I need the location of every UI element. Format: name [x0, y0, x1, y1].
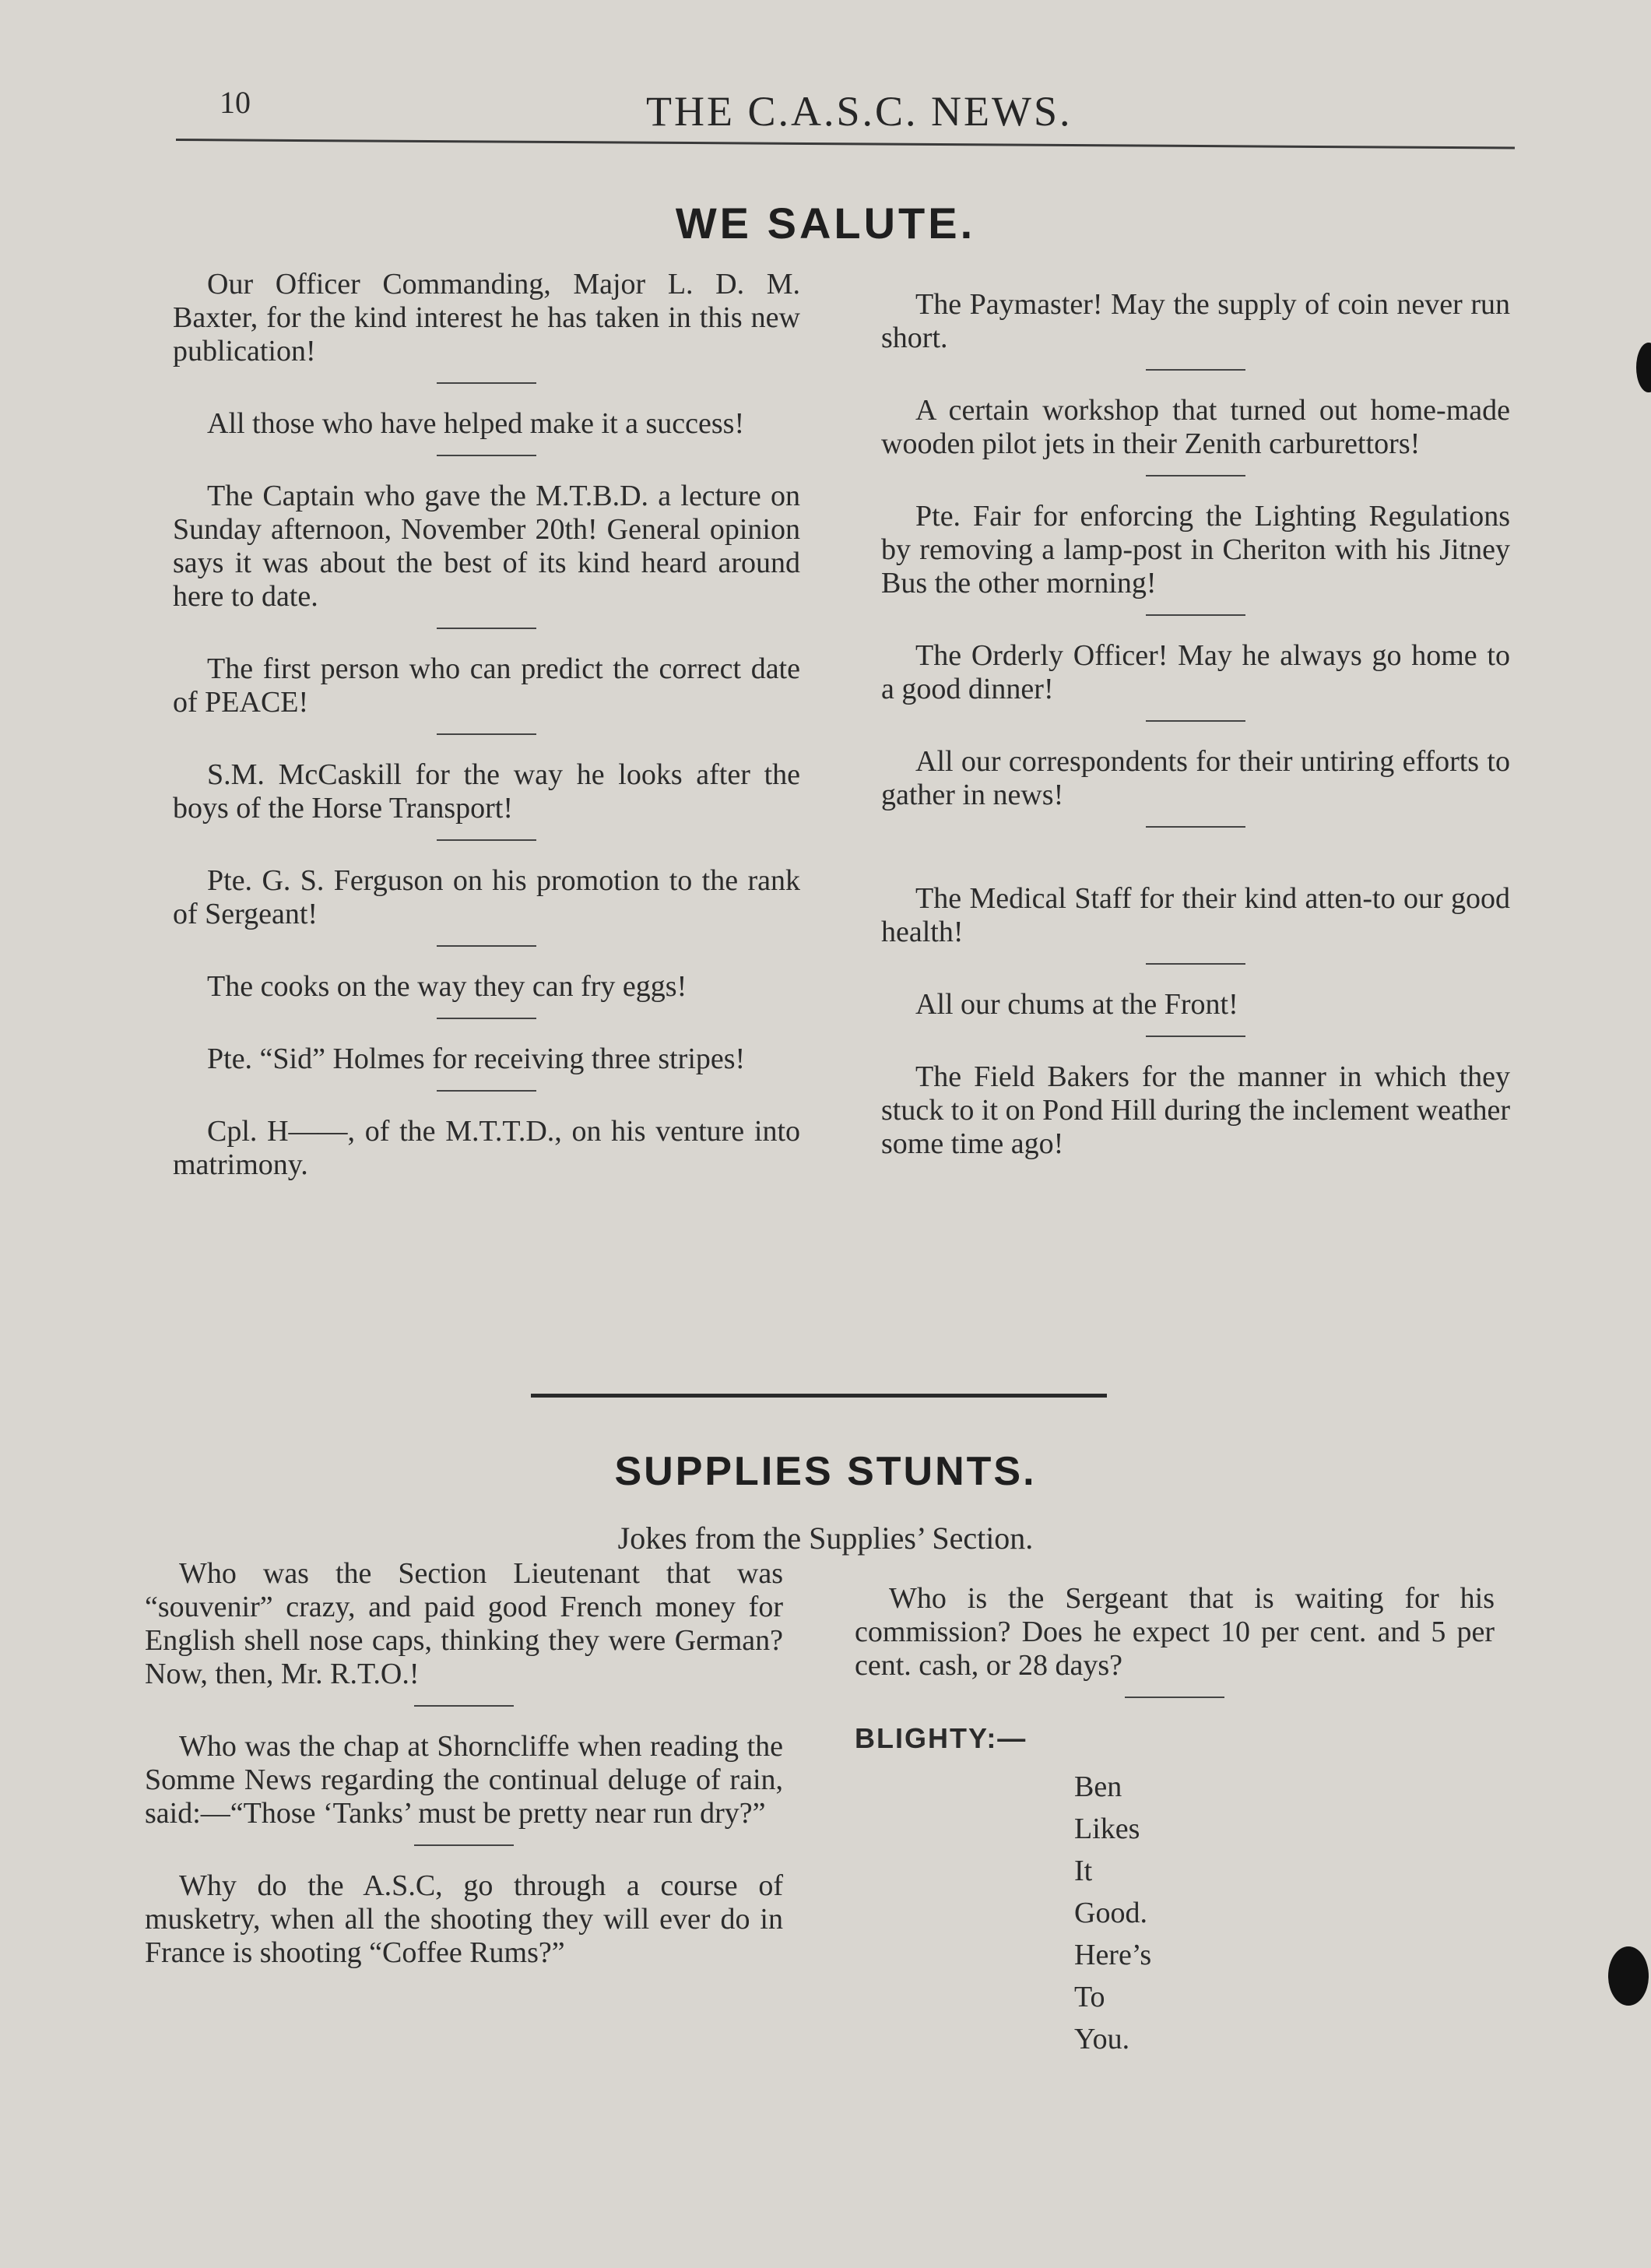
salute-item: Pte. G. S. Ferguson on his promotion to the rank of Sergeant! — [173, 864, 800, 930]
salute-item: A certain workshop that turned out home-made wooden pilot jets in their Zenith carburettors! — [881, 394, 1510, 460]
acrostic-line: Here’s — [1074, 1939, 1152, 1971]
salute-item: All our chums at the Front! — [915, 988, 1238, 1021]
salute-item: The first person who can predict the correct date of PEACE! — [173, 652, 800, 719]
acrostic-line: Likes — [1074, 1813, 1140, 1845]
acrostic-line: You. — [1074, 2023, 1130, 2055]
separator — [437, 1090, 536, 1092]
blighty-label: BLIGHTY:— — [855, 1722, 1027, 1754]
separator — [437, 1018, 536, 1019]
acrostic-line: Ben — [1074, 1770, 1122, 1803]
salute-item: The Captain who gave the M.T.B.D. a lecture on Sunday afternoon, November 20th! General opinion says it was about the best of its kind heard around here to date. — [173, 480, 800, 613]
we-salute-right-column — [881, 288, 1510, 1161]
separator — [437, 839, 536, 841]
salute-item: Pte. Fair for enforcing the Lighting Regulations by removing a lamp-post in Cheriton with his Jitney Bus the other morning! — [881, 500, 1510, 600]
salute-item: The Paymaster! May the supply of coin never run short. — [881, 288, 1510, 354]
separator — [437, 945, 536, 947]
salute-item: Cpl. H——, of the M.T.T.D., on his venture into matrimony. — [173, 1115, 800, 1181]
separator — [437, 382, 536, 384]
punch-hole — [1608, 1946, 1649, 2006]
separator — [1146, 614, 1245, 616]
separator — [414, 1705, 514, 1707]
salute-item: The cooks on the way they can fry eggs! — [207, 970, 687, 1003]
salute-item: The Orderly Officer! May he always go home to a good dinner! — [881, 639, 1510, 705]
salute-item: S.M. McCaskill for the way he looks after the boys of the Horse Transport! — [173, 758, 800, 825]
we-salute-title: WE SALUTE. — [675, 199, 976, 248]
header-rule — [176, 139, 1515, 149]
separator — [1125, 1697, 1224, 1698]
salute-item: The Field Bakers for the manner in which they stuck to it on Pond Hill during the inclement weather some time ago! — [881, 1060, 1510, 1160]
separator — [1146, 720, 1245, 722]
acrostic-line: It — [1074, 1855, 1093, 1887]
salute-item: Our Officer Commanding, Major L. D. M. Baxter, for the kind interest he has taken in this new publication! — [173, 268, 800, 367]
separator — [437, 455, 536, 456]
supplies-left-column — [145, 1557, 783, 1970]
joke-item: Who is the Sergeant that is waiting for his commission? Does he expect 10 per cent. and 5 per cent. cash, or 28 days? — [855, 1582, 1495, 1682]
masthead: THE C.A.S.C. NEWS. — [646, 88, 1073, 135]
salute-item: Pte. “Sid” Holmes for receiving three stripes! — [207, 1043, 746, 1075]
salute-item: The Medical Staff for their kind atten-to our good health! — [881, 882, 1510, 948]
joke-item: Who was the Section Lieutenant that was “souvenir” crazy, and paid good French money for English shell nose caps, thinking they were German? Now, then, Mr. R.T.O.! — [145, 1557, 783, 1690]
punch-hole — [1636, 343, 1651, 392]
acrostic-line: To — [1074, 1981, 1105, 2013]
supplies-right-column — [855, 1582, 1495, 2060]
separator — [437, 733, 536, 735]
separator — [1146, 826, 1245, 828]
supplies-subtitle: Jokes from the Supplies’ Section. — [617, 1521, 1034, 1556]
joke-item: Why do the A.S.C, go through a course of musketry, when all the shooting they will ever do in France is shooting “Coffee Rums?” — [145, 1869, 783, 1969]
page-number: 10 — [220, 85, 251, 120]
salute-item: All those who have helped make it a success! — [207, 407, 745, 440]
joke-item: Who was the chap at Shorncliffe when reading the Somme News regarding the continual deluge of rain, said:—“Those ‘Tanks’ must be pretty near run dry?” — [145, 1730, 783, 1830]
section-divider — [531, 1394, 1107, 1398]
separator — [437, 628, 536, 629]
separator — [1146, 369, 1245, 371]
we-salute-left-column — [173, 268, 800, 1182]
separator — [414, 1844, 514, 1846]
blighty-acrostic — [855, 1766, 1495, 2060]
separator — [1146, 963, 1245, 965]
separator — [1146, 475, 1245, 476]
salute-item: All our correspondents for their untiring efforts to gather in news! — [881, 745, 1510, 811]
acrostic-line: Good. — [1074, 1897, 1147, 1929]
supplies-stunts-title: SUPPLIES STUNTS. — [614, 1449, 1037, 1494]
separator — [1146, 1036, 1245, 1037]
